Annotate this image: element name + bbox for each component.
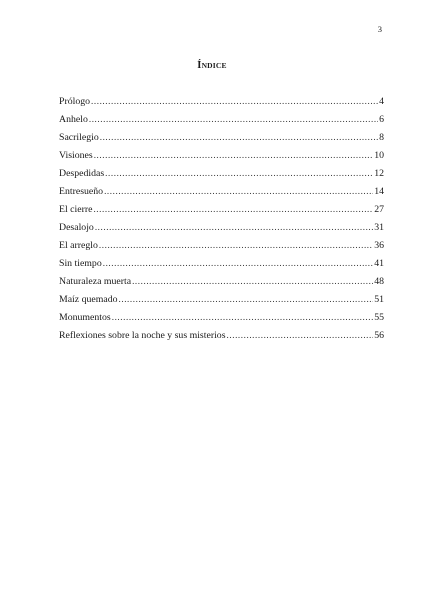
toc-entry[interactable] bbox=[59, 326, 384, 344]
toc-dot-leader bbox=[89, 110, 378, 128]
toc-dot-leader bbox=[99, 236, 373, 254]
toc-entry[interactable] bbox=[59, 200, 384, 218]
toc-dot-leader bbox=[103, 254, 373, 272]
toc-entry[interactable] bbox=[59, 92, 384, 110]
toc-entry-label: El cierre bbox=[59, 204, 93, 215]
toc-entry-label: Naturaleza muerta bbox=[59, 276, 132, 287]
toc-dot-leader bbox=[91, 92, 378, 110]
toc-entry[interactable] bbox=[59, 218, 384, 236]
toc-title-rest: NDICE bbox=[201, 61, 227, 70]
toc-list bbox=[59, 92, 384, 344]
toc-entry-label: Entresueño bbox=[59, 186, 104, 197]
toc-entry-page: 36 bbox=[374, 240, 384, 251]
toc-entry-label: Desalojo bbox=[59, 222, 94, 233]
toc-entry-label: Despedidas bbox=[59, 168, 105, 179]
toc-entry[interactable] bbox=[59, 290, 384, 308]
page-number: 3 bbox=[377, 24, 382, 34]
toc-entry-label: Monumentos bbox=[59, 312, 111, 323]
toc-dot-leader bbox=[227, 326, 374, 344]
toc-dot-leader bbox=[132, 272, 373, 290]
toc-dot-leader bbox=[105, 164, 373, 182]
toc-entry-page: 55 bbox=[374, 312, 384, 323]
toc-entry-page: 51 bbox=[374, 294, 384, 305]
toc-entry-page: 10 bbox=[374, 150, 384, 161]
toc-entry-page: 14 bbox=[374, 186, 384, 197]
toc-entry-page: 8 bbox=[379, 132, 384, 143]
toc-entry[interactable] bbox=[59, 164, 384, 182]
toc-entry-page: 41 bbox=[374, 258, 384, 269]
toc-entry-page: 6 bbox=[379, 114, 384, 125]
toc-entry-label: Sacrilegio bbox=[59, 132, 99, 143]
toc-entry[interactable] bbox=[59, 236, 384, 254]
toc-entry-label: Reflexiones sobre la noche y sus misterios bbox=[59, 330, 226, 341]
toc-entry-label: Prólogo bbox=[59, 96, 91, 107]
toc-entry-label: Anhelo bbox=[59, 114, 88, 125]
toc-entry[interactable] bbox=[59, 254, 384, 272]
toc-entry[interactable] bbox=[59, 146, 384, 164]
toc-entry[interactable] bbox=[59, 182, 384, 200]
toc-title-initial: Í bbox=[197, 60, 202, 71]
toc-entry-label: El arreglo bbox=[59, 240, 98, 251]
toc-entry-label: Sin tiempo bbox=[59, 258, 102, 269]
toc-dot-leader bbox=[100, 128, 378, 146]
toc-entry-page: 48 bbox=[374, 276, 384, 287]
toc-dot-leader bbox=[94, 146, 374, 164]
toc-entry-page: 27 bbox=[374, 204, 384, 215]
toc-dot-leader bbox=[104, 182, 373, 200]
toc-entry[interactable] bbox=[59, 308, 384, 326]
toc-entry-page: 12 bbox=[374, 168, 384, 179]
toc-dot-leader bbox=[95, 218, 373, 236]
toc-entry[interactable] bbox=[59, 272, 384, 290]
toc-entry[interactable] bbox=[59, 128, 384, 146]
toc-entry-page: 4 bbox=[379, 96, 384, 107]
toc-dot-leader bbox=[93, 200, 373, 218]
toc-entry-label: Visiones bbox=[59, 150, 93, 161]
toc-entry-page: 56 bbox=[374, 330, 384, 341]
toc-entry-page: 31 bbox=[374, 222, 384, 233]
toc-entry[interactable] bbox=[59, 110, 384, 128]
toc-dot-leader bbox=[112, 308, 373, 326]
toc-entry-label: Maíz quemado bbox=[59, 294, 118, 305]
toc-title bbox=[0, 60, 424, 71]
toc-dot-leader bbox=[119, 290, 374, 308]
